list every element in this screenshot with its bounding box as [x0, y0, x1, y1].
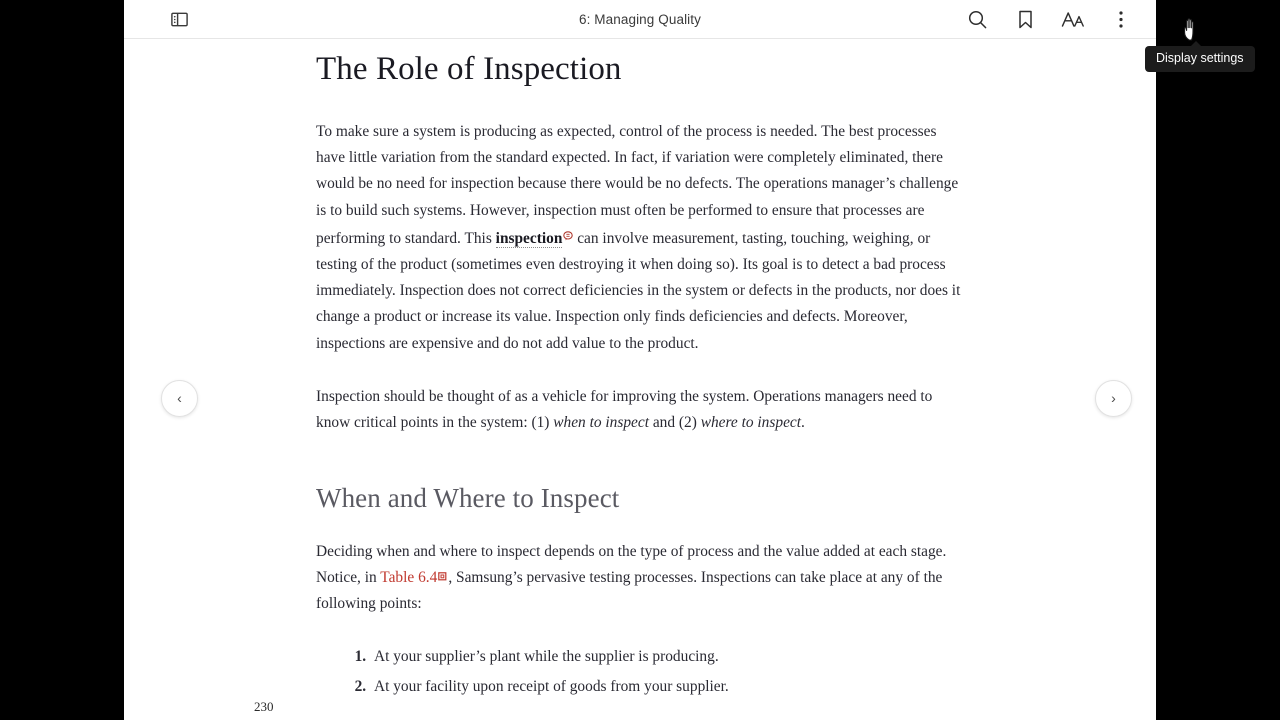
mouse-cursor-hand-icon	[1182, 16, 1202, 42]
paragraph-3	[316, 539, 964, 618]
paragraph-2	[316, 384, 964, 436]
popup-window-icon[interactable]	[438, 565, 448, 591]
sidebar-icon	[170, 10, 189, 29]
search-button[interactable]	[964, 6, 990, 32]
glossary-bubble-icon[interactable]	[563, 224, 573, 250]
page-content	[316, 51, 964, 705]
paragraph-2-part-3: .	[801, 413, 805, 431]
page-surface	[124, 39, 1156, 720]
list-item: 1. At your supplier’s plant while the supplier is producing.	[370, 644, 964, 670]
section-heading: When and Where to Inspect	[316, 483, 620, 514]
bookmark-icon	[1016, 9, 1035, 30]
next-page-button[interactable]	[1095, 380, 1132, 417]
glossary-term-inspection[interactable]: inspection	[495, 229, 563, 247]
chevron-right-icon: ›	[1111, 390, 1116, 406]
paragraph-3-part-2: , Samsung’s pervasive testing processes. Inspections can take place at any of the following points:	[316, 568, 943, 612]
search-icon	[967, 9, 988, 30]
paragraph-3-part-1: Deciding when and where to inspect depends on the type of process and the value added at each stage. Notice, in	[316, 542, 947, 586]
text-size-aa-icon	[1061, 9, 1085, 30]
bookmark-button[interactable]	[1012, 6, 1038, 32]
more-options-button[interactable]	[1108, 6, 1134, 32]
display-settings-button[interactable]	[1060, 6, 1086, 32]
paragraph-1	[316, 119, 964, 357]
toolbar-right-group	[964, 0, 1134, 38]
kebab-menu-icon	[1118, 9, 1124, 30]
toolbar-left-group	[166, 0, 192, 38]
page-title: The Role of Inspection	[316, 51, 622, 87]
previous-page-button[interactable]	[161, 380, 198, 417]
list-item: 2. At your facility upon receipt of goods from your supplier.	[370, 674, 964, 700]
top-toolbar	[124, 0, 1156, 39]
sidebar-toggle-button[interactable]	[166, 6, 192, 32]
inspection-points-list	[316, 644, 964, 700]
chevron-left-icon: ‹	[177, 390, 182, 406]
paragraph-2-part-1: Inspection should be thought of as a vehicle for improving the system. Operations managers need to know critical points in the system: (1)	[316, 387, 933, 431]
reader-window	[124, 0, 1244, 720]
paragraph-1-part-1: To make sure a system is producing as expected, control of the process is needed. The best processes have little variation from the standard expected. In fact, if variation were completely eliminated, there would be no need for inspection because there would be no defects. The operations manager’s challenge is to build such systems. However, inspection must often be performed to ensure that processes are performing to standard. This	[316, 122, 959, 247]
emphasis-where-to-inspect: where to inspect	[700, 413, 802, 431]
table-reference-link[interactable]: Table 6.4	[380, 568, 438, 586]
document-title: 6: Managing Quality	[579, 11, 701, 27]
paragraph-1-part-2: can involve measurement, tasting, touching, weighing, or testing of the product (sometimes even destroying it when doing so). Its goal is to detect a bad process immediately. Inspection does not correct deficiencies in the system or defects in the products, nor does it change a product or increase its value. Inspection only finds deficiencies and defects. Moreover, inspections are expensive and do not add value to the product.	[316, 229, 961, 352]
display-settings-tooltip: Display settings	[1145, 46, 1255, 72]
page-number: 230	[254, 699, 274, 714]
paragraph-2-part-2: and (2)	[648, 413, 701, 431]
emphasis-when-to-inspect: when to inspect	[553, 413, 649, 431]
